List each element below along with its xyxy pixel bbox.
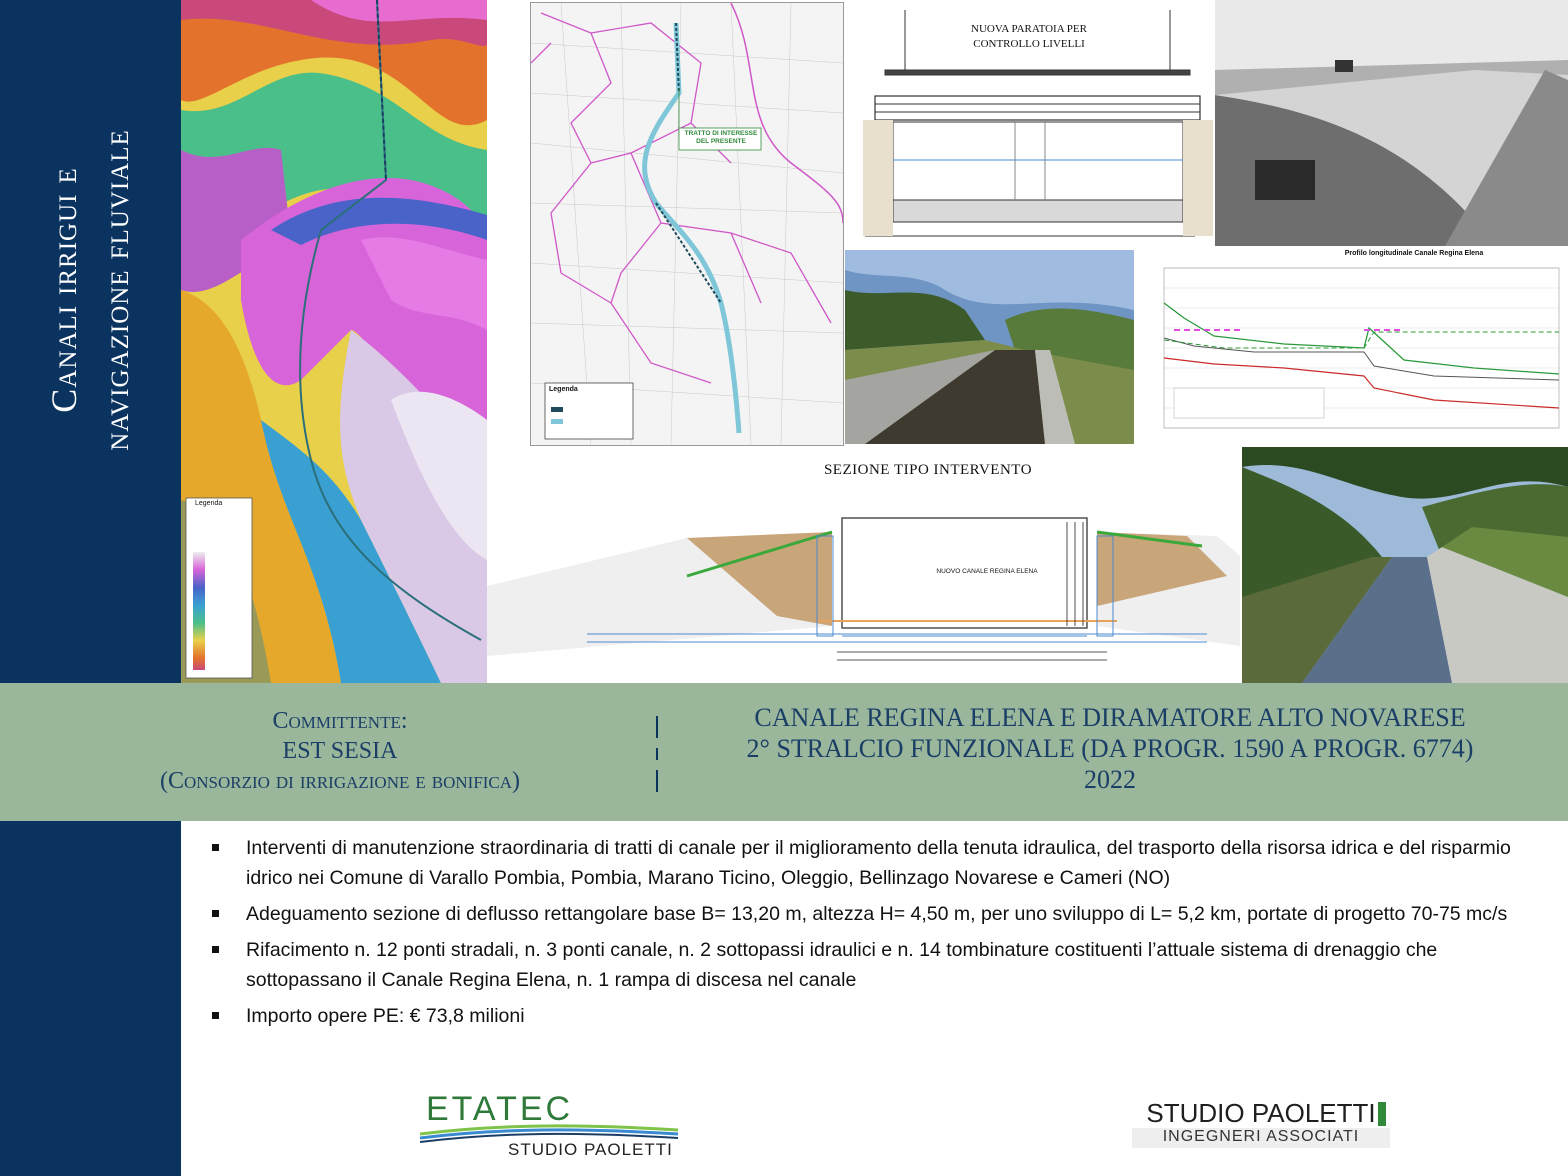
elevation-map-image xyxy=(181,0,487,683)
section-canal-label: NUOVO CANALE REGINA ELENA xyxy=(936,568,1038,575)
gate-title-line1: NUOVA PARATOIA PER xyxy=(971,23,1087,35)
client-description: (Consorzio di irrigazione e bonifica) xyxy=(159,768,521,794)
sidebar-title xyxy=(0,0,181,680)
heightmap-legend-title: Legenda xyxy=(195,500,223,507)
bullet-square-icon xyxy=(212,844,219,851)
typical-section-drawing xyxy=(487,456,1240,683)
paoletti-logo-sub: INGEGNERI ASSOCIATI xyxy=(1132,1128,1390,1148)
bullet-item: Importo opere PE: € 73,8 milioni xyxy=(206,1001,1551,1031)
sidebar-title-line1: Canali irrigui e xyxy=(44,167,84,413)
etatec-logo xyxy=(420,1090,680,1160)
divider-icon xyxy=(654,716,660,792)
client-name: EST SESIA xyxy=(282,738,398,764)
bullet-square-icon xyxy=(212,910,219,917)
client-block xyxy=(60,706,620,796)
map-callout-line1: TRATTO DI INTERESSE xyxy=(684,130,758,137)
canal-photo-2 xyxy=(1242,447,1568,683)
studio-paoletti-logo xyxy=(1128,1098,1394,1150)
bullet-list xyxy=(206,833,1551,1037)
bullet-square-icon xyxy=(212,946,219,953)
longitudinal-profile-chart xyxy=(1134,248,1564,444)
map-callout-line2: DEL PRESENTE xyxy=(696,138,746,145)
bullet-item: Adeguamento sezione di deflusso rettangolare base B= 13,20 m, altezza H= 4,50 m, per uno sviluppo di L= 5,2 km, portate di progetto 70-75 mc/s xyxy=(206,899,1551,929)
etatec-logo-sub: STUDIO PAOLETTI xyxy=(508,1140,673,1159)
client-label: Committente: xyxy=(272,708,408,734)
project-line2: 2° STRALCIO FUNZIONALE (DA PROGR. 1590 A PROGR. 6774) xyxy=(746,734,1474,763)
gate-drawing xyxy=(845,0,1213,244)
historical-construction-photo xyxy=(1215,0,1568,246)
paoletti-logo-main: STUDIO PAOLETTI xyxy=(1146,1098,1376,1128)
gate-title-line2: CONTROLLO LIVELLI xyxy=(973,38,1085,50)
project-line1: CANALE REGINA ELENA E DIRAMATORE ALTO NOVARESE xyxy=(754,703,1466,732)
map-legend-title: Legenda xyxy=(549,386,578,393)
green-bar-icon xyxy=(1378,1102,1386,1126)
bullet-item: Rifacimento n. 12 ponti stradali, n. 3 ponti canale, n. 2 sottopassi idraulici e n. 14 tombinature costituenti l’attuale sistema di drenaggio che sottopassano il Canale Regina Elena, n. 1 rampa di discesa nel canale xyxy=(206,935,1551,995)
etatec-logo-main: ETATEC xyxy=(426,1090,574,1128)
map-callout xyxy=(681,130,761,146)
bullet-square-icon xyxy=(212,1012,219,1019)
sidebar-title-line2: navigazione fluviale xyxy=(96,129,136,451)
route-map-image xyxy=(530,2,844,446)
section-title: SEZIONE TIPO INTERVENTO xyxy=(823,462,1033,478)
project-year: 2022 xyxy=(1084,765,1136,794)
profile-title: Profilo longitudinale Canale Regina Elena xyxy=(1344,250,1484,257)
project-block xyxy=(680,702,1540,795)
canal-photo-1 xyxy=(845,250,1134,444)
bullet-item: Interventi di manutenzione straordinaria di tratti di canale per il miglioramento della tenuta idraulica, del trasporto della risorsa idrica e del risparmio idrico nei Comune di Varallo Pombia, Pombia, Marano Ticino, Oleggio, Bellinzago Novarese e Cameri (NO) xyxy=(206,833,1551,893)
